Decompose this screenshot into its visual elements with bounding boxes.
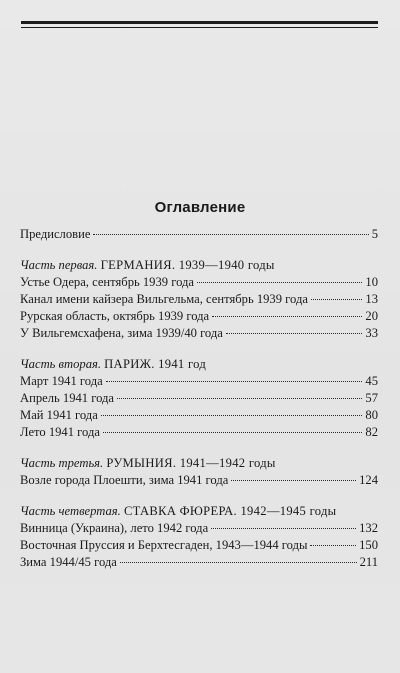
part-heading	[20, 455, 378, 472]
leader-dots	[310, 545, 356, 546]
leader-dots	[103, 432, 362, 433]
toc-entry[interactable]	[20, 520, 378, 537]
toc-entry-page: 45	[365, 374, 378, 388]
part-name: ПАРИЖ. 1941 год	[104, 357, 207, 371]
part-section	[20, 257, 378, 342]
toc-entry-label: Зима 1944/45 года	[20, 555, 117, 569]
toc-entry[interactable]	[20, 554, 378, 571]
toc-entry-page: 132	[359, 521, 378, 535]
leader-dots	[197, 282, 362, 283]
toc-title: Оглавление	[154, 199, 246, 216]
toc-entry[interactable]	[20, 537, 378, 554]
table-of-contents	[20, 226, 378, 571]
toc-entry-page: 150	[359, 538, 378, 552]
toc-entry-label: У Вильгемсхафена, зима 1939/40 года	[20, 326, 223, 340]
toc-entry-page: 80	[365, 408, 378, 422]
part-name: СТАВКА ФЮРЕРА. 1942—1945 годы	[123, 504, 337, 518]
part-label: Часть четвертая.	[20, 504, 121, 518]
part-label: Часть третья.	[20, 456, 104, 470]
toc-entry[interactable]	[20, 407, 378, 424]
toc-entry-label: Лето 1941 года	[20, 425, 100, 439]
toc-entry-preface[interactable]	[20, 226, 378, 243]
toc-entry-page: 10	[365, 275, 378, 289]
toc-entry-page: 82	[365, 425, 378, 439]
toc-entry-label: Возле города Плоешти, зима 1941 года	[20, 473, 229, 487]
part-name: ГЕРМАНИЯ. 1939—1940 годы	[100, 258, 275, 272]
part-section	[20, 455, 378, 489]
part-name: РУМЫНИЯ. 1941—1942 годы	[106, 456, 276, 470]
leader-dots	[211, 528, 356, 529]
toc-entry-page: 20	[365, 309, 378, 323]
part-label: Часть первая.	[20, 258, 98, 272]
toc-entry[interactable]	[20, 274, 378, 291]
toc-entry[interactable]	[20, 291, 378, 308]
toc-entry-label: Восточная Пруссия и Берхтесгаден, 1943—1944 годы	[20, 538, 308, 552]
toc-entry-label: Устье Одера, сентябрь 1939 года	[20, 275, 195, 289]
part-heading	[20, 257, 378, 274]
toc-entry-page: 5	[371, 227, 378, 241]
leader-dots	[93, 234, 368, 235]
toc-entry-page: 57	[365, 391, 378, 405]
toc-entry[interactable]	[20, 472, 378, 489]
leader-dots	[231, 480, 356, 481]
toc-entry-label: Апрель 1941 года	[20, 391, 115, 405]
top-rule-thick	[21, 21, 378, 24]
leader-dots	[226, 333, 363, 334]
leader-dots	[311, 299, 362, 300]
leader-dots	[212, 316, 362, 317]
top-rule-thin	[21, 27, 378, 28]
toc-entry-label: Май 1941 года	[20, 408, 98, 422]
toc-entry-page: 211	[359, 555, 378, 569]
leader-dots	[120, 562, 357, 563]
leader-dots	[101, 415, 363, 416]
toc-entry-label: Предисловие	[20, 227, 91, 241]
part-section	[20, 503, 378, 571]
toc-entry[interactable]	[20, 390, 378, 407]
preface-section	[20, 226, 378, 243]
toc-entry-label: Рурская область, октябрь 1939 года	[20, 309, 210, 323]
part-heading	[20, 356, 378, 373]
toc-entry[interactable]	[20, 424, 378, 441]
toc-entry-label: Винница (Украина), лето 1942 года	[20, 521, 209, 535]
part-heading	[20, 503, 378, 520]
toc-entry-label: Канал имени кайзера Вильгельма, сентябрь 1939 года	[20, 292, 308, 306]
toc-entry-page: 13	[365, 292, 378, 306]
leader-dots	[117, 398, 362, 399]
toc-entry-page: 33	[365, 326, 378, 340]
toc-entry-label: Март 1941 года	[20, 374, 103, 388]
part-label: Часть вторая.	[20, 357, 101, 371]
toc-entry-page: 124	[359, 473, 378, 487]
leader-dots	[106, 381, 363, 382]
toc-entry[interactable]	[20, 373, 378, 390]
part-section	[20, 356, 378, 441]
toc-entry[interactable]	[20, 325, 378, 342]
toc-entry[interactable]	[20, 308, 378, 325]
